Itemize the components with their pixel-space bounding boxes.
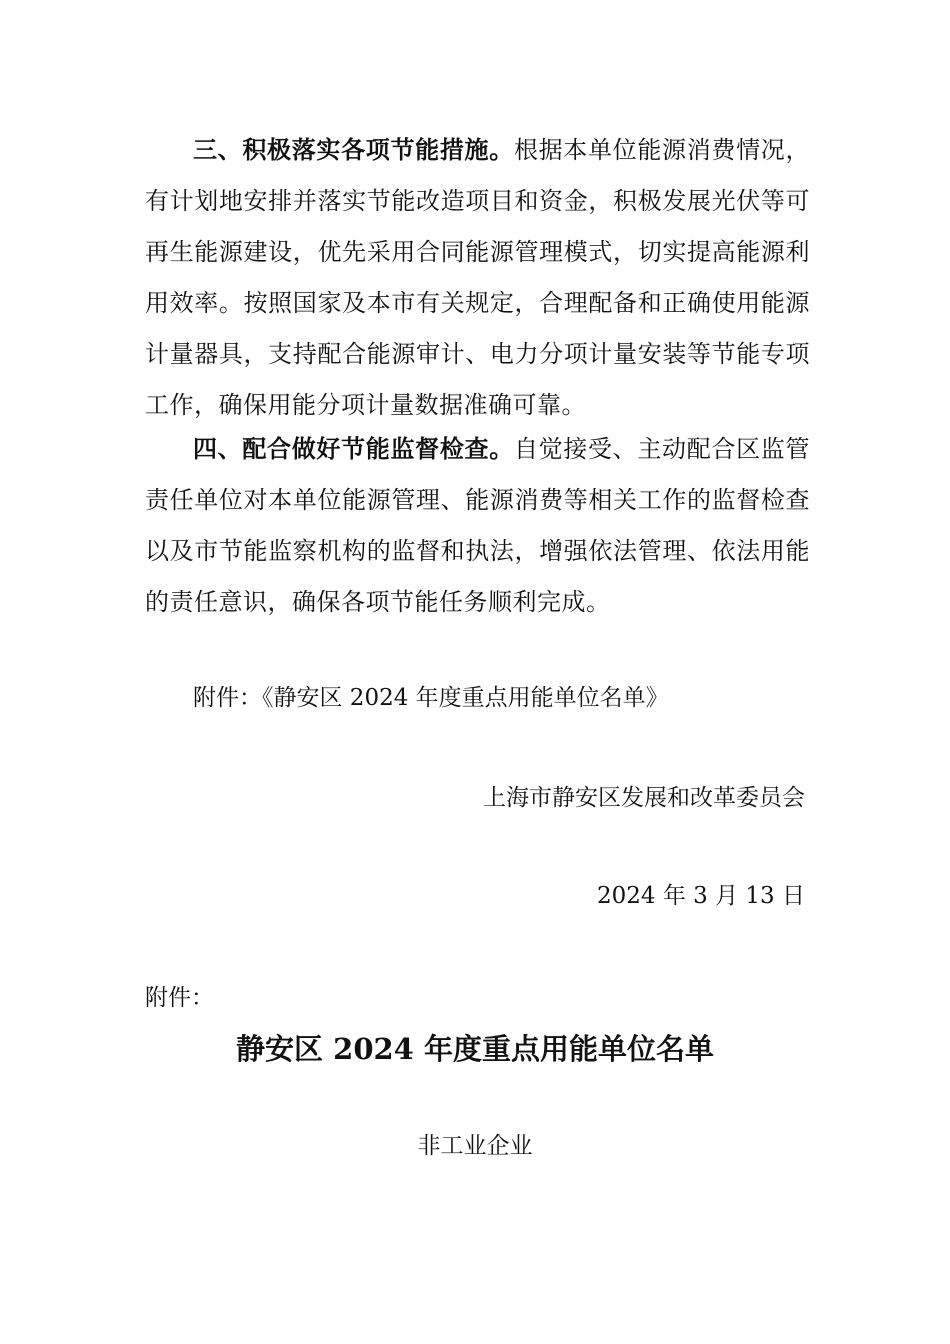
section-3-paragraph xyxy=(145,125,810,431)
list-title: 静安区 2024 年度重点用能单位名单 xyxy=(236,1032,714,1066)
section-4-paragraph xyxy=(145,424,810,628)
attachment-reference: 附件：《静安区 2024 年度重点用能单位名单》 xyxy=(193,685,669,711)
section-4-heading: 四、配合做好节能监督检查。 xyxy=(193,435,514,463)
section-3-body: 根据本单位能源消费情况，有计划地安排并落实节能改造项目和资金，积极发展光伏等可再生能源建设，优先采用合同能源管理模式，切实提高能源利用效率。按照国家及本市有关规定，合理配备和正确使用能源计量器具，支持配合能源审计、电力分项计量安装等节能专项工作，确保用能分项计量数据准确可靠。 xyxy=(145,136,810,419)
section-3-heading: 三、积极落实各项节能措施。 xyxy=(193,136,514,164)
attachment-label: 附件： xyxy=(145,985,214,1011)
issuing-authority: 上海市静安区发展和改革委员会 xyxy=(483,785,805,811)
category-heading: 非工业企业 xyxy=(417,1133,533,1159)
section-4-body: 自觉接受、主动配合区监管责任单位对本单位能源管理、能源消费等相关工作的监督检查以及市节能监察机构的监督和执法，增强依法管理、依法用能的责任意识，确保各项节能任务顺利完成。 xyxy=(145,435,810,616)
issue-date: 2024 年 3 月 13 日 xyxy=(597,883,805,909)
